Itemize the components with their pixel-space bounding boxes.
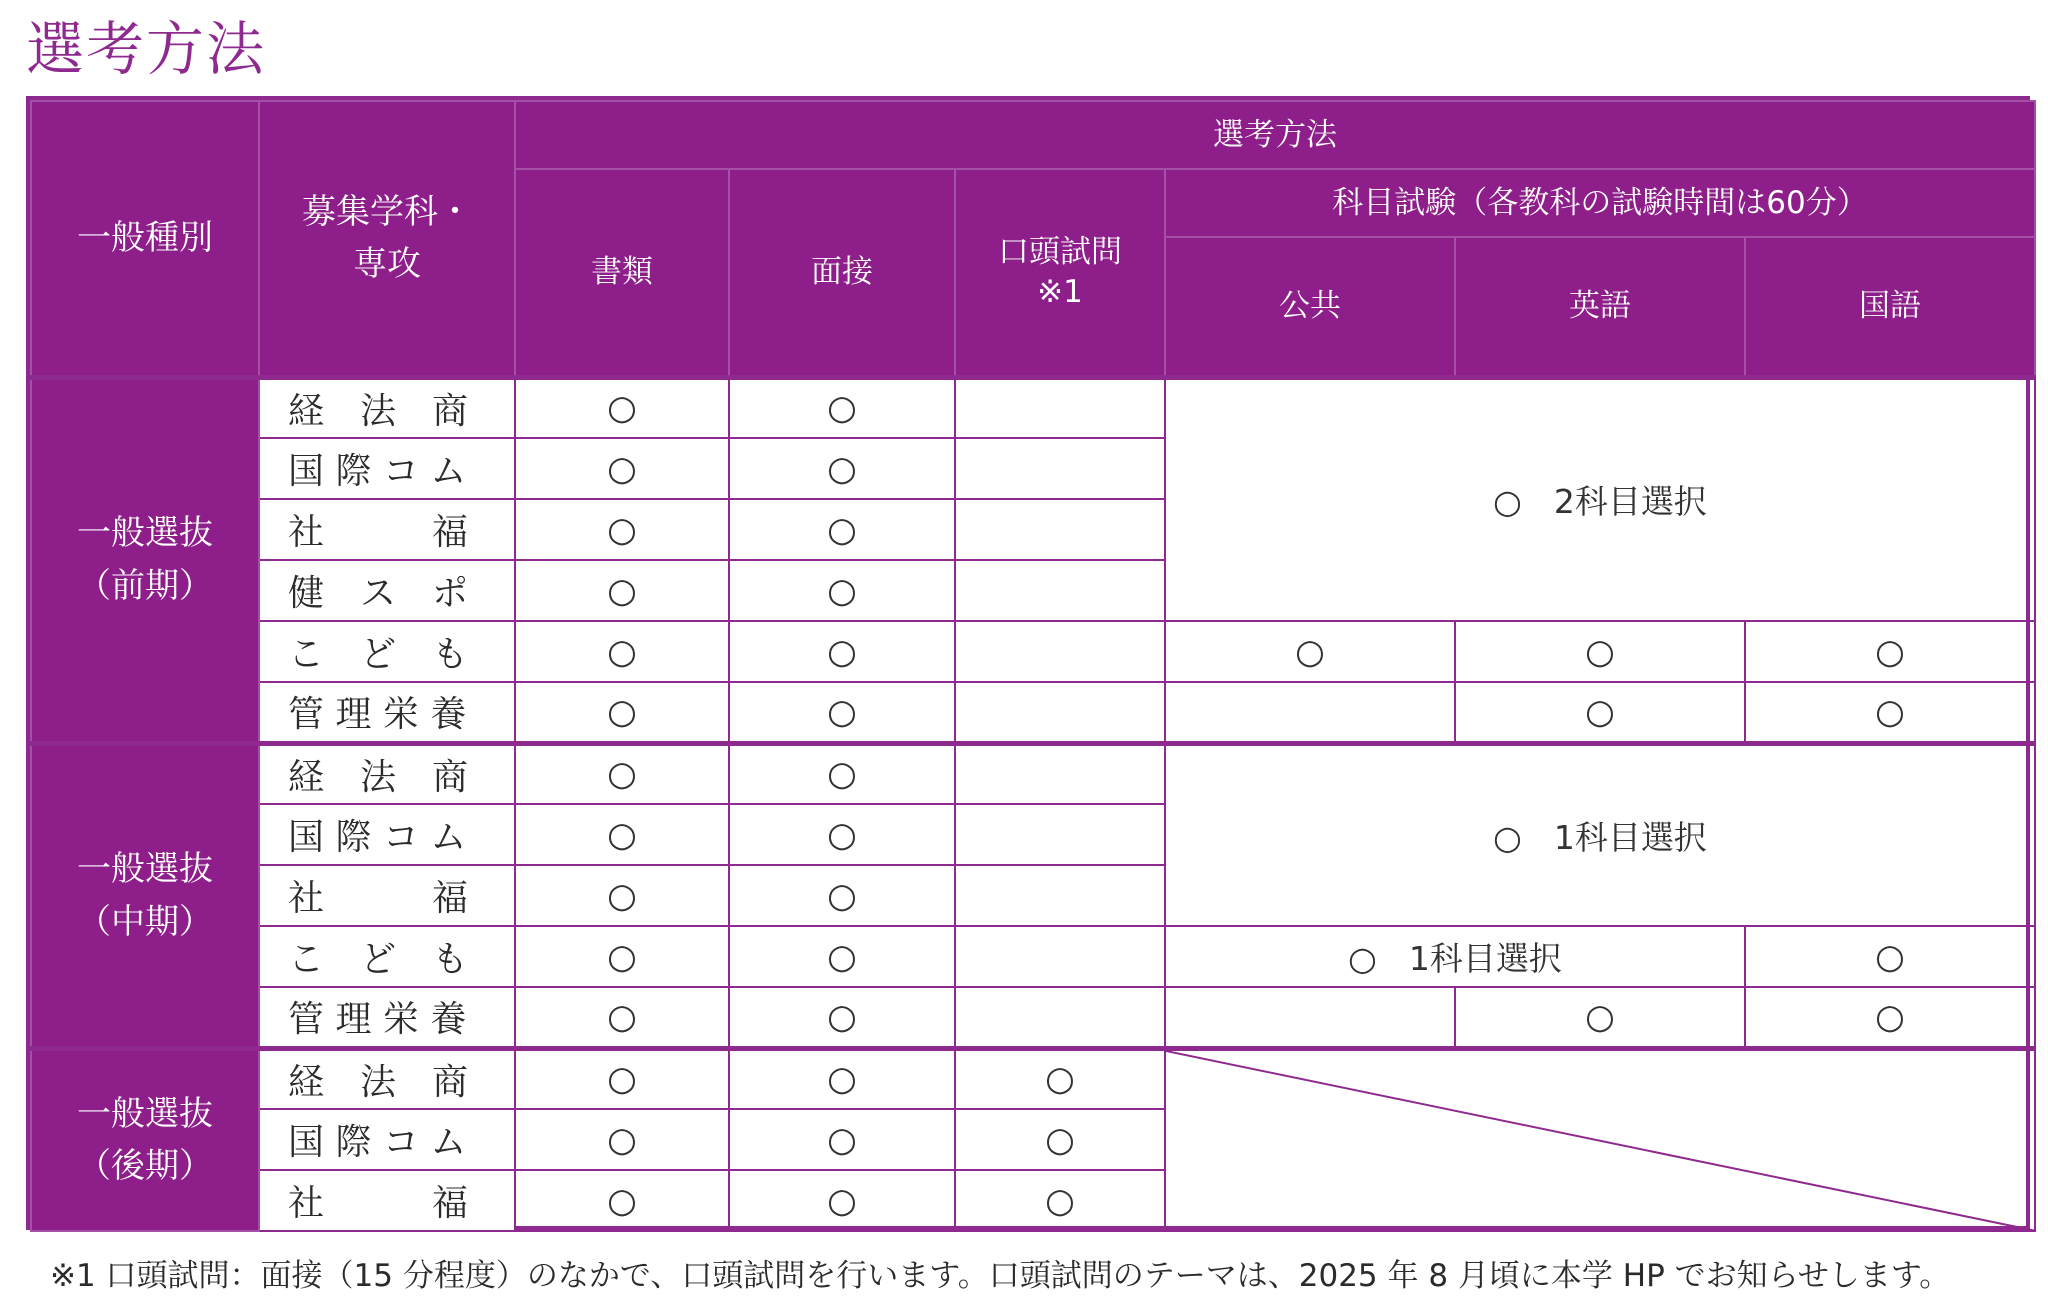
table-row <box>31 1048 2035 1109</box>
dept-label: 社 福 <box>259 1170 515 1231</box>
oral-empty <box>955 560 1165 621</box>
group-label-middle: 一般選抜 （中期） <box>31 743 259 1048</box>
oral-empty <box>955 926 1165 987</box>
header-selection-method: 選考方法 <box>515 101 2035 169</box>
header-subject-exam: 科目試験（各教科の試験時間は60分） <box>1165 169 2035 237</box>
selection-mark: ○ <box>1348 939 1377 978</box>
subject-selection-one <box>1165 743 2035 926</box>
oral-empty <box>955 987 1165 1048</box>
english-mark: ○ <box>1455 621 1745 682</box>
interview-mark: ○ <box>729 865 955 926</box>
interview-mark: ○ <box>729 804 955 865</box>
public-empty <box>1165 987 1455 1048</box>
table-row <box>31 682 2035 743</box>
selection-mark: ○ <box>1493 817 1522 857</box>
header-category: 一般種別 <box>31 101 259 377</box>
not-applicable-diagonal <box>1165 1048 2035 1231</box>
documents-mark: ○ <box>515 438 729 499</box>
documents-mark: ○ <box>515 926 729 987</box>
table-row <box>31 377 2035 438</box>
table-row <box>31 621 2035 682</box>
oral-empty <box>955 499 1165 560</box>
diagonal-line <box>1166 1051 2034 1231</box>
interview-mark: ○ <box>729 377 955 438</box>
interview-mark: ○ <box>729 621 955 682</box>
interview-mark: ○ <box>729 1109 955 1170</box>
interview-mark: ○ <box>729 743 955 804</box>
dept-label: 国 際 コ ム <box>259 438 515 499</box>
documents-mark: ○ <box>515 743 729 804</box>
oral-mark: ○ <box>955 1109 1165 1170</box>
interview-mark: ○ <box>729 1170 955 1231</box>
table-row <box>31 926 2035 987</box>
interview-mark: ○ <box>729 499 955 560</box>
interview-mark: ○ <box>729 682 955 743</box>
dept-label: 経 法 商 <box>259 377 515 438</box>
interview-mark: ○ <box>729 926 955 987</box>
documents-mark: ○ <box>515 1170 729 1231</box>
header-interview: 面接 <box>729 169 955 377</box>
documents-mark: ○ <box>515 499 729 560</box>
header-documents: 書類 <box>515 169 729 377</box>
group-label-late: 一般選抜 （後期） <box>31 1048 259 1231</box>
dept-label: 国 際 コ ム <box>259 804 515 865</box>
subject-selection-one <box>1165 926 1745 987</box>
header-oral-exam: 口頭試問 ※1 <box>955 169 1165 377</box>
documents-mark: ○ <box>515 1109 729 1170</box>
public-mark: ○ <box>1165 621 1455 682</box>
table-row <box>31 987 2035 1048</box>
documents-mark: ○ <box>515 1048 729 1109</box>
interview-mark: ○ <box>729 987 955 1048</box>
selection-method-table <box>26 96 2030 1230</box>
interview-mark: ○ <box>729 1048 955 1109</box>
interview-mark: ○ <box>729 438 955 499</box>
oral-mark: ○ <box>955 1048 1165 1109</box>
documents-mark: ○ <box>515 987 729 1048</box>
selection-text: 2科目選択 <box>1553 482 1707 522</box>
header-japanese: 国語 <box>1745 237 2035 377</box>
header-department: 募集学科・ 専攻 <box>259 101 515 377</box>
dept-label: 経 法 商 <box>259 1048 515 1109</box>
oral-empty <box>955 438 1165 499</box>
public-empty <box>1165 682 1455 743</box>
dept-label: 管 理 栄 養 <box>259 682 515 743</box>
documents-mark: ○ <box>515 682 729 743</box>
dept-label: 管 理 栄 養 <box>259 987 515 1048</box>
oral-empty <box>955 621 1165 682</box>
dept-label: 経 法 商 <box>259 743 515 804</box>
table-row <box>31 743 2035 804</box>
subject-selection-two <box>1165 377 2035 621</box>
dept-label: 健 ス ポ <box>259 560 515 621</box>
footnote: ※1 口頭試問：面接（15 分程度）のなかで、口頭試問を行います。口頭試問のテーマは、2025 年 8 月頃に本学 HP でお知らせします。 <box>50 1258 1951 1294</box>
japanese-mark: ○ <box>1745 987 2035 1048</box>
oral-empty <box>955 865 1165 926</box>
documents-mark: ○ <box>515 560 729 621</box>
oral-empty <box>955 804 1165 865</box>
documents-mark: ○ <box>515 621 729 682</box>
dept-label: 国 際 コ ム <box>259 1109 515 1170</box>
oral-mark: ○ <box>955 1170 1165 1231</box>
interview-mark: ○ <box>729 560 955 621</box>
japanese-mark: ○ <box>1745 682 2035 743</box>
dept-label: こ ど も <box>259 621 515 682</box>
oral-empty <box>955 682 1165 743</box>
header-public: 公共 <box>1165 237 1455 377</box>
documents-mark: ○ <box>515 865 729 926</box>
japanese-mark: ○ <box>1745 621 2035 682</box>
oral-empty <box>955 743 1165 804</box>
selection-text: 1科目選択 <box>1553 817 1707 857</box>
header-english: 英語 <box>1455 237 1745 377</box>
selection-text: 1科目選択 <box>1408 939 1562 978</box>
page-title: 選考方法 <box>26 15 267 83</box>
documents-mark: ○ <box>515 804 729 865</box>
japanese-mark: ○ <box>1745 926 2035 987</box>
english-mark: ○ <box>1455 682 1745 743</box>
selection-mark: ○ <box>1493 482 1522 522</box>
group-label-early: 一般選抜 （前期） <box>31 377 259 743</box>
dept-label: 社 福 <box>259 865 515 926</box>
oral-empty <box>955 377 1165 438</box>
documents-mark: ○ <box>515 377 729 438</box>
dept-label: こ ど も <box>259 926 515 987</box>
dept-label: 社 福 <box>259 499 515 560</box>
english-mark: ○ <box>1455 987 1745 1048</box>
